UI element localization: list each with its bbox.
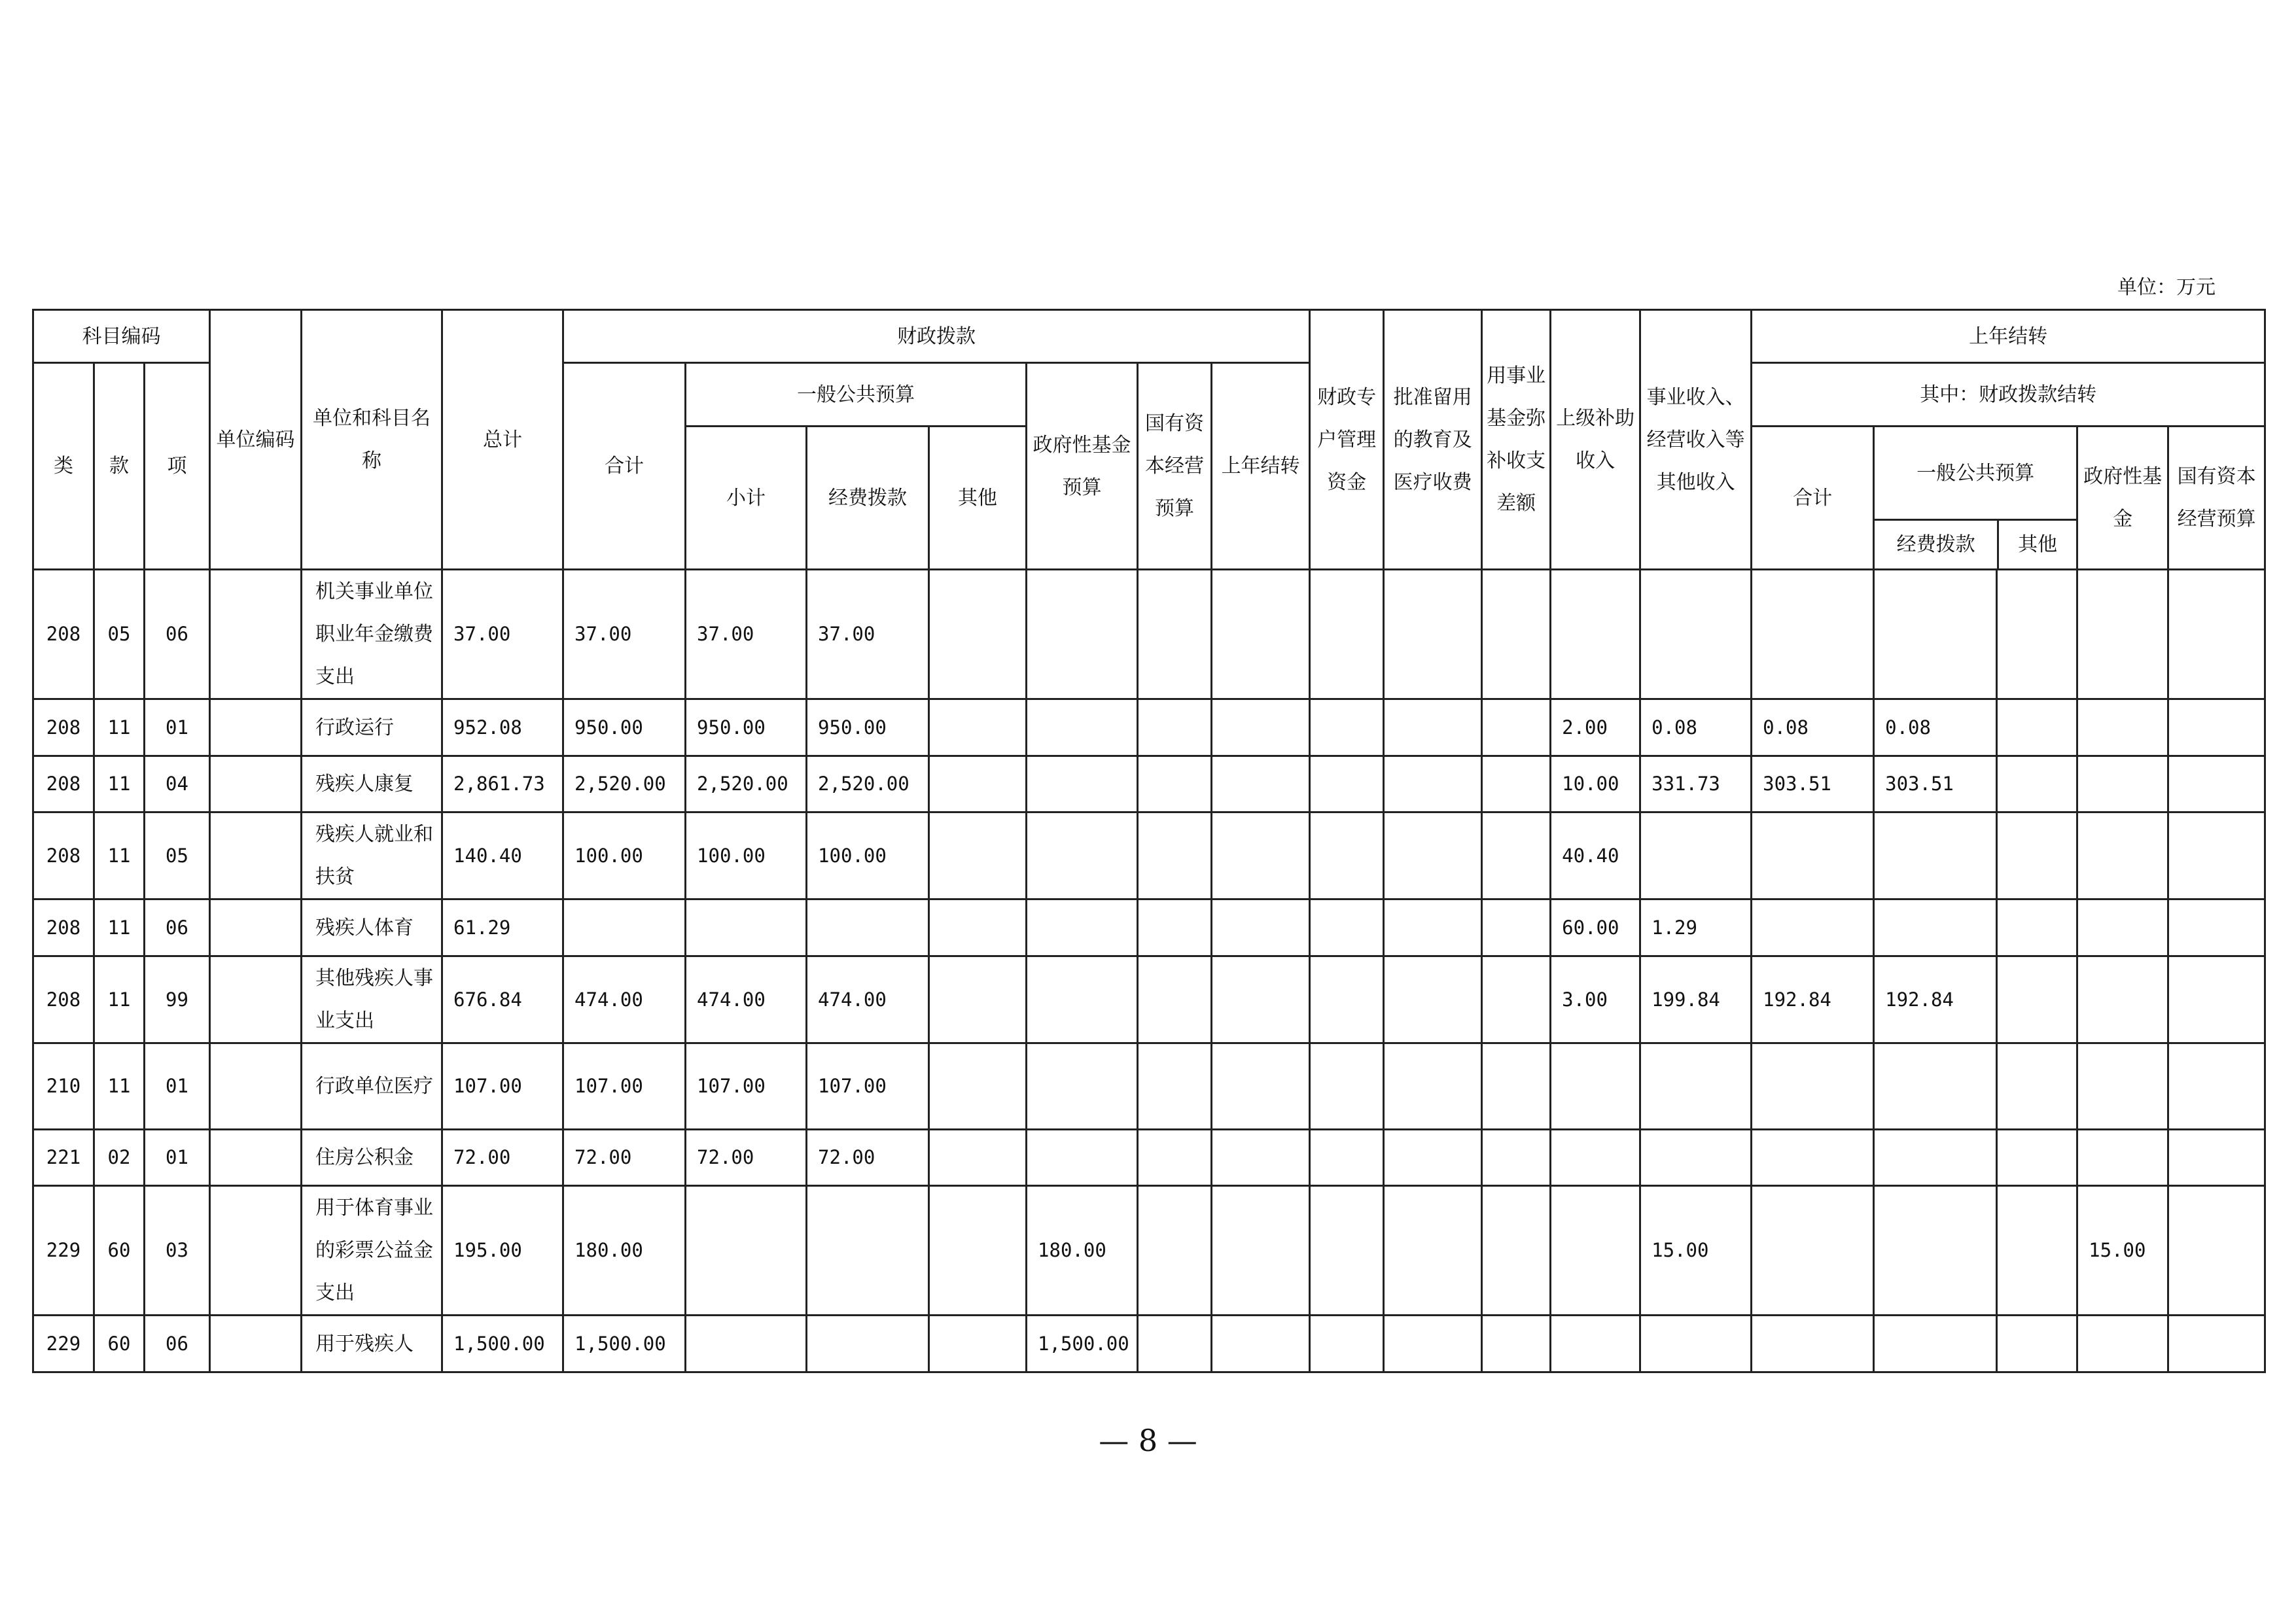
cell-empty <box>1212 1130 1310 1186</box>
cell-lc-gov-fund <box>2077 1130 2168 1186</box>
header-lc-general-group <box>1874 427 2077 570</box>
cell-subtotal: 474.00 <box>686 956 807 1043</box>
cell-total: 676.84 <box>442 956 563 1043</box>
cell-empty <box>1138 1186 1212 1316</box>
cell-xiang: 01 <box>145 699 210 756</box>
cell-fiscal-total: 37.00 <box>563 570 686 699</box>
cell-fiscal-total <box>563 899 686 956</box>
cell-empty <box>929 812 1027 899</box>
cell-gov-fund <box>1027 1043 1138 1130</box>
cell-lc-gov-fund <box>2077 756 2168 812</box>
cell-subtotal: 107.00 <box>686 1043 807 1130</box>
cell-empty <box>929 956 1027 1043</box>
header-unit-code: 单位编码 <box>210 310 302 570</box>
cell-name: 用于残疾人 <box>302 1316 442 1372</box>
cell-funding: 72.00 <box>807 1130 929 1186</box>
cell-empty <box>1482 1186 1551 1316</box>
table-row <box>33 956 2265 1043</box>
cell-empty <box>1482 1043 1551 1130</box>
header-kuan: 款 <box>94 363 145 570</box>
header-row-1 <box>33 310 2265 363</box>
cell-lc-gov-fund <box>2077 956 2168 1043</box>
table-row <box>33 1043 2265 1130</box>
cell-empty <box>1310 699 1384 756</box>
page-number: — 8 — <box>1099 1423 1197 1458</box>
header-of-which: 其中：财政拨款结转 <box>1752 363 2265 427</box>
header-lc-sub <box>1875 521 2076 568</box>
cell-empty <box>2168 899 2265 956</box>
cell-empty <box>1138 756 1212 812</box>
cell-empty <box>1384 570 1482 699</box>
cell-last-year <box>1640 570 1752 699</box>
cell-total: 37.00 <box>442 570 563 699</box>
cell-last-year <box>1640 812 1752 899</box>
cell-empty <box>1310 956 1384 1043</box>
cell-empty <box>1310 1316 1384 1372</box>
cell-empty <box>2168 1130 2265 1186</box>
cell-empty <box>1212 899 1310 956</box>
cell-lc-gov-fund <box>2077 812 2168 899</box>
cell-funding <box>807 1186 929 1316</box>
header-state-capital: 国有资本经营预算 <box>1138 363 1212 570</box>
cell-total: 952.08 <box>442 699 563 756</box>
cell-subtotal <box>686 1316 807 1372</box>
cell-empty <box>929 1043 1027 1130</box>
header-unit-name: 单位和科目名称 <box>302 310 442 570</box>
cell-lc-total <box>1752 1186 1874 1316</box>
cell-lc-gov-fund <box>2077 1043 2168 1130</box>
cell-fiscal-total: 474.00 <box>563 956 686 1043</box>
cell-empty <box>929 756 1027 812</box>
table-row <box>33 756 2265 812</box>
cell-lc-funding <box>1874 1043 1997 1130</box>
cell-lc-funding <box>1874 1130 1997 1186</box>
cell-empty <box>929 1130 1027 1186</box>
cell-empty <box>1310 1043 1384 1130</box>
cell-empty <box>210 1186 302 1316</box>
cell-subtotal: 2,520.00 <box>686 756 807 812</box>
cell-lei: 221 <box>33 1130 94 1186</box>
cell-empty <box>2168 699 2265 756</box>
table-row <box>33 1316 2265 1372</box>
cell-xiang: 04 <box>145 756 210 812</box>
cell-empty <box>1310 899 1384 956</box>
cell-empty <box>929 570 1027 699</box>
cell-last-year: 15.00 <box>1640 1186 1752 1316</box>
cell-empty <box>1384 1186 1482 1316</box>
cell-lc-total <box>1752 570 1874 699</box>
cell-kuan: 02 <box>94 1130 145 1186</box>
cell-lc-funding <box>1874 1316 1997 1372</box>
cell-gov-fund <box>1027 1130 1138 1186</box>
cell-empty <box>1997 1186 2077 1316</box>
cell-lei: 208 <box>33 899 94 956</box>
cell-lc-total <box>1752 1043 1874 1130</box>
cell-empty <box>1310 756 1384 812</box>
table-row <box>33 699 2265 756</box>
cell-kuan: 11 <box>94 956 145 1043</box>
cell-empty <box>929 1186 1027 1316</box>
cell-xiang: 06 <box>145 899 210 956</box>
header-business-income: 事业收入、经营收入等其他收入 <box>1640 310 1752 570</box>
cell-lei: 208 <box>33 699 94 756</box>
cell-last-year <box>1640 1130 1752 1186</box>
cell-lei: 208 <box>33 570 94 699</box>
cell-name: 残疾人体育 <box>302 899 442 956</box>
cell-business <box>1551 1043 1640 1130</box>
cell-empty <box>1482 756 1551 812</box>
cell-empty <box>210 899 302 956</box>
header-total: 总计 <box>442 310 563 570</box>
cell-total: 195.00 <box>442 1186 563 1316</box>
cell-funding: 950.00 <box>807 699 929 756</box>
cell-business: 3.00 <box>1551 956 1640 1043</box>
header-general-budget: 一般公共预算 <box>686 363 1027 427</box>
cell-empty <box>1997 756 2077 812</box>
cell-empty <box>210 570 302 699</box>
cell-empty <box>210 1316 302 1372</box>
header-lei: 类 <box>33 363 94 570</box>
cell-empty <box>1482 570 1551 699</box>
cell-empty <box>1138 899 1212 956</box>
cell-gov-fund: 1,500.00 <box>1027 1316 1138 1372</box>
cell-empty <box>2168 1043 2265 1130</box>
cell-lc-funding: 192.84 <box>1874 956 1997 1043</box>
cell-last-year: 199.84 <box>1640 956 1752 1043</box>
cell-lc-funding: 303.51 <box>1874 756 1997 812</box>
cell-empty <box>1384 956 1482 1043</box>
cell-kuan: 11 <box>94 699 145 756</box>
unit-label: 单位：万元 <box>2117 276 2216 299</box>
cell-funding: 474.00 <box>807 956 929 1043</box>
cell-xiang: 01 <box>145 1043 210 1130</box>
cell-lc-funding <box>1874 812 1997 899</box>
cell-empty <box>1310 1186 1384 1316</box>
cell-lc-gov-fund: 15.00 <box>2077 1186 2168 1316</box>
cell-empty <box>1482 1316 1551 1372</box>
cell-xiang: 03 <box>145 1186 210 1316</box>
cell-total: 140.40 <box>442 812 563 899</box>
cell-empty <box>1997 812 2077 899</box>
cell-lc-gov-fund <box>2077 899 2168 956</box>
cell-lc-funding: 0.08 <box>1874 699 1997 756</box>
cell-subtotal: 100.00 <box>686 812 807 899</box>
cell-lc-total <box>1752 812 1874 899</box>
table-row <box>33 1186 2265 1316</box>
cell-empty <box>1138 699 1212 756</box>
cell-empty <box>2168 812 2265 899</box>
cell-empty <box>1997 899 2077 956</box>
header-edu-medical: 批准留用的教育及医疗收费 <box>1384 310 1482 570</box>
header-subtotal: 小计 <box>686 427 807 570</box>
cell-empty <box>1138 812 1212 899</box>
cell-empty <box>1212 756 1310 812</box>
cell-empty <box>210 699 302 756</box>
cell-xiang: 06 <box>145 570 210 699</box>
cell-empty <box>1212 1186 1310 1316</box>
cell-fiscal-total: 1,500.00 <box>563 1316 686 1372</box>
header-superior-subsidy: 上级补助收入 <box>1551 310 1640 570</box>
cell-empty <box>1138 1130 1212 1186</box>
cell-empty <box>1482 1130 1551 1186</box>
cell-empty <box>1384 1130 1482 1186</box>
cell-lc-total <box>1752 1316 1874 1372</box>
cell-total: 107.00 <box>442 1043 563 1130</box>
header-lc-funding: 经费拨款 <box>1875 521 1999 568</box>
cell-empty <box>929 1316 1027 1372</box>
cell-empty <box>1997 1130 2077 1186</box>
header-lc-general: 一般公共预算 <box>1875 427 2076 521</box>
cell-subtotal: 950.00 <box>686 699 807 756</box>
cell-kuan: 11 <box>94 812 145 899</box>
cell-empty <box>1212 1316 1310 1372</box>
cell-empty <box>2168 956 2265 1043</box>
cell-empty <box>1384 1316 1482 1372</box>
cell-empty <box>2168 570 2265 699</box>
cell-empty <box>1138 570 1212 699</box>
cell-subtotal: 37.00 <box>686 570 807 699</box>
cell-gov-fund <box>1027 812 1138 899</box>
cell-kuan: 60 <box>94 1186 145 1316</box>
cell-gov-fund <box>1027 699 1138 756</box>
cell-name: 住房公积金 <box>302 1130 442 1186</box>
cell-lc-total: 303.51 <box>1752 756 1874 812</box>
header-subject-code: 科目编码 <box>33 310 210 363</box>
header-special-account: 财政专户管理资金 <box>1310 310 1384 570</box>
cell-funding: 100.00 <box>807 812 929 899</box>
cell-business <box>1551 1130 1640 1186</box>
cell-lc-total <box>1752 899 1874 956</box>
cell-business <box>1551 1186 1640 1316</box>
table-body <box>33 570 2265 1372</box>
cell-name: 残疾人康复 <box>302 756 442 812</box>
cell-total: 1,500.00 <box>442 1316 563 1372</box>
cell-fiscal-total: 950.00 <box>563 699 686 756</box>
cell-business: 10.00 <box>1551 756 1640 812</box>
cell-empty <box>2168 1316 2265 1372</box>
cell-empty <box>1384 812 1482 899</box>
cell-lc-total: 0.08 <box>1752 699 1874 756</box>
cell-business: 2.00 <box>1551 699 1640 756</box>
cell-empty <box>1138 956 1212 1043</box>
cell-empty <box>1212 812 1310 899</box>
cell-empty <box>929 899 1027 956</box>
cell-empty <box>1997 699 2077 756</box>
cell-lei: 208 <box>33 756 94 812</box>
cell-empty <box>210 812 302 899</box>
cell-empty <box>2168 756 2265 812</box>
cell-empty <box>1482 899 1551 956</box>
cell-empty <box>1212 1043 1310 1130</box>
cell-empty <box>1138 1043 1212 1130</box>
cell-name: 机关事业单位职业年金缴费支出 <box>302 570 442 699</box>
cell-xiang: 99 <box>145 956 210 1043</box>
cell-gov-fund: 180.00 <box>1027 1186 1138 1316</box>
cell-empty <box>1482 812 1551 899</box>
header-lc-other: 其他 <box>2018 533 2058 556</box>
cell-lei: 208 <box>33 956 94 1043</box>
cell-empty <box>1384 899 1482 956</box>
cell-name: 其他残疾人事业支出 <box>302 956 442 1043</box>
cell-last-year <box>1640 1316 1752 1372</box>
cell-kuan: 05 <box>94 570 145 699</box>
table-row <box>33 812 2265 899</box>
cell-empty <box>1482 956 1551 1043</box>
cell-gov-fund <box>1027 756 1138 812</box>
header-other: 其他 <box>929 427 1027 570</box>
cell-total: 61.29 <box>442 899 563 956</box>
cell-name: 用于体育事业的彩票公益金支出 <box>302 1186 442 1316</box>
cell-business <box>1551 570 1640 699</box>
cell-empty <box>1212 956 1310 1043</box>
header-last-year-col: 上年结转 <box>1212 363 1310 570</box>
cell-gov-fund <box>1027 570 1138 699</box>
header-lc-gov-fund: 政府性基金 <box>2077 427 2168 570</box>
cell-last-year: 331.73 <box>1640 756 1752 812</box>
cell-total: 72.00 <box>442 1130 563 1186</box>
cell-subtotal <box>686 899 807 956</box>
cell-business: 60.00 <box>1551 899 1640 956</box>
cell-xiang: 05 <box>145 812 210 899</box>
cell-total: 2,861.73 <box>442 756 563 812</box>
cell-lc-total <box>1752 1130 1874 1186</box>
cell-empty <box>1138 1316 1212 1372</box>
cell-name: 行政单位医疗 <box>302 1043 442 1130</box>
cell-empty <box>1384 1043 1482 1130</box>
cell-funding: 107.00 <box>807 1043 929 1130</box>
cell-xiang: 01 <box>145 1130 210 1186</box>
cell-fiscal-total: 2,520.00 <box>563 756 686 812</box>
cell-gov-fund <box>1027 956 1138 1043</box>
cell-lei: 229 <box>33 1316 94 1372</box>
cell-empty <box>1482 699 1551 756</box>
cell-funding: 37.00 <box>807 570 929 699</box>
cell-empty <box>1310 812 1384 899</box>
cell-empty <box>210 956 302 1043</box>
cell-last-year <box>1640 1043 1752 1130</box>
cell-fiscal-total: 100.00 <box>563 812 686 899</box>
cell-lei: 208 <box>33 812 94 899</box>
cell-empty <box>1310 570 1384 699</box>
cell-empty <box>1310 1130 1384 1186</box>
header-gov-fund: 政府性基金预算 <box>1027 363 1138 570</box>
cell-lc-funding <box>1874 570 1997 699</box>
cell-kuan: 11 <box>94 756 145 812</box>
cell-empty <box>1384 756 1482 812</box>
header-lc-state-capital: 国有资本经营预算 <box>2168 427 2265 570</box>
header-funding: 经费拨款 <box>807 427 929 570</box>
cell-lei: 229 <box>33 1186 94 1316</box>
cell-lc-gov-fund <box>2077 1316 2168 1372</box>
cell-empty <box>1212 570 1310 699</box>
cell-empty <box>1997 1043 2077 1130</box>
cell-fiscal-total: 107.00 <box>563 1043 686 1130</box>
cell-business: 40.40 <box>1551 812 1640 899</box>
cell-empty <box>210 756 302 812</box>
header-fiscal-total: 合计 <box>563 363 686 570</box>
cell-last-year: 1.29 <box>1640 899 1752 956</box>
cell-empty <box>210 1043 302 1130</box>
cell-fiscal-total: 72.00 <box>563 1130 686 1186</box>
cell-lei: 210 <box>33 1043 94 1130</box>
header-xiang: 项 <box>145 363 210 570</box>
table-row <box>33 899 2265 956</box>
cell-lc-total: 192.84 <box>1752 956 1874 1043</box>
cell-subtotal: 72.00 <box>686 1130 807 1186</box>
table-row <box>33 570 2265 699</box>
cell-empty <box>929 699 1027 756</box>
cell-funding <box>807 1316 929 1372</box>
cell-name: 残疾人就业和扶贫 <box>302 812 442 899</box>
cell-subtotal <box>686 1186 807 1316</box>
cell-empty <box>1997 956 2077 1043</box>
cell-lc-gov-fund <box>2077 699 2168 756</box>
cell-empty <box>1997 1316 2077 1372</box>
cell-kuan: 60 <box>94 1316 145 1372</box>
header-fiscal: 财政拨款 <box>563 310 1310 363</box>
cell-lc-gov-fund <box>2077 570 2168 699</box>
cell-kuan: 11 <box>94 1043 145 1130</box>
cell-kuan: 11 <box>94 899 145 956</box>
cell-lc-funding <box>1874 899 1997 956</box>
cell-empty <box>1212 699 1310 756</box>
cell-business <box>1551 1316 1640 1372</box>
header-last-year: 上年结转 <box>1752 310 2265 363</box>
cell-empty <box>210 1130 302 1186</box>
cell-name: 行政运行 <box>302 699 442 756</box>
cell-gov-fund <box>1027 899 1138 956</box>
cell-empty <box>1384 699 1482 756</box>
header-lc-total: 合计 <box>1752 427 1874 570</box>
cell-empty <box>1997 570 2077 699</box>
cell-funding: 2,520.00 <box>807 756 929 812</box>
budget-table <box>32 309 2266 1373</box>
cell-lc-funding <box>1874 1186 1997 1316</box>
cell-xiang: 06 <box>145 1316 210 1372</box>
table-row <box>33 1130 2265 1186</box>
cell-fiscal-total: 180.00 <box>563 1186 686 1316</box>
cell-funding <box>807 899 929 956</box>
cell-last-year: 0.08 <box>1640 699 1752 756</box>
cell-empty <box>2168 1186 2265 1316</box>
header-reserve-fund: 用事业基金弥补收支差额 <box>1482 310 1551 570</box>
